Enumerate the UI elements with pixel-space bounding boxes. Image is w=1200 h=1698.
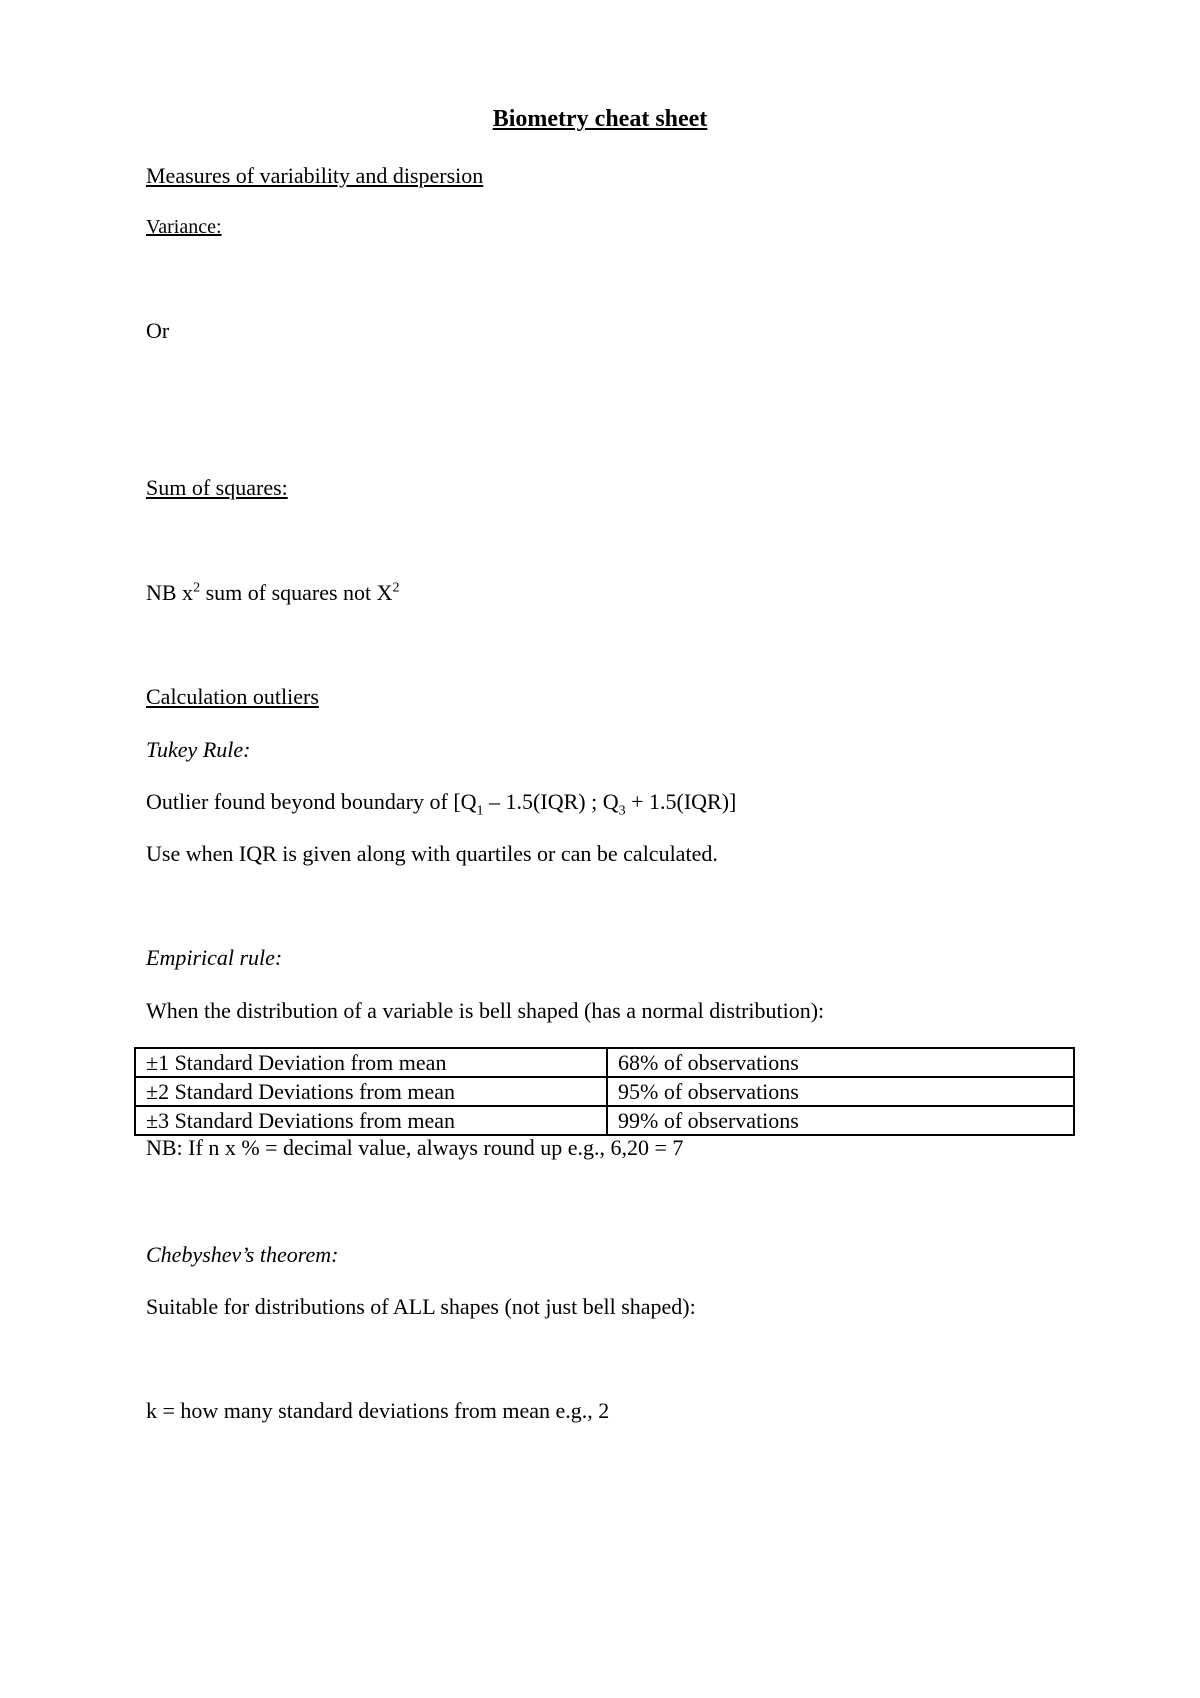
empirical-rule-table <box>134 1047 1075 1136</box>
nb-prefix: NB x <box>146 580 194 605</box>
tukey-formula-mid: – 1.5(IQR) ; Q <box>483 789 619 814</box>
chebyshev-intro: Suitable for distributions of ALL shapes (not just bell shaped): <box>146 1294 696 1319</box>
tukey-formula-prefix: Outlier found beyond boundary of [Q <box>146 789 477 814</box>
tukey-formula-suffix: + 1.5(IQR)] <box>625 789 737 814</box>
tukey-usage: Use when IQR is given along with quartiles or can be calculated. <box>146 841 718 866</box>
chebyshev-label: Chebyshev’s theorem: <box>146 1242 339 1267</box>
sd-cell: ±3 Standard Deviations from mean <box>135 1106 607 1135</box>
pct-cell: 68% of observations <box>607 1048 1074 1077</box>
tukey-rule-label: Tukey Rule: <box>146 737 251 762</box>
pct-cell: 95% of observations <box>607 1077 1074 1106</box>
variability-heading: Measures of variability and dispersion <box>146 163 484 188</box>
k-definition: k = how many standard deviations from mean e.g., 2 <box>146 1398 610 1423</box>
nb-superscript-1: 2 <box>193 580 201 596</box>
empirical-note: NB: If n x % = decimal value, always round up e.g., 6,20 = 7 <box>146 1135 684 1160</box>
table-row <box>135 1106 1074 1135</box>
nb-middle: sum of squares not X <box>200 580 393 605</box>
table-row <box>135 1048 1074 1077</box>
empirical-intro: When the distribution of a variable is bell shaped (has a normal distribution): <box>146 998 825 1023</box>
sd-cell: ±1 Standard Deviation from mean <box>135 1048 607 1077</box>
sum-of-squares-note <box>146 580 400 606</box>
pct-cell: 99% of observations <box>607 1106 1074 1135</box>
outliers-heading: Calculation outliers <box>146 684 319 709</box>
q3-subscript: 3 <box>618 803 626 819</box>
empirical-rule-label: Empirical rule: <box>146 945 283 970</box>
or-text: Or <box>146 318 170 343</box>
page-title: Biometry cheat sheet <box>492 106 708 132</box>
q1-subscript: 1 <box>476 803 484 819</box>
tukey-formula <box>146 789 737 819</box>
sd-cell: ±2 Standard Deviations from mean <box>135 1077 607 1106</box>
variance-label: Variance: <box>146 216 222 238</box>
sum-of-squares-label: Sum of squares: <box>146 475 288 500</box>
nb-superscript-2: 2 <box>392 580 400 596</box>
table-row <box>135 1077 1074 1106</box>
